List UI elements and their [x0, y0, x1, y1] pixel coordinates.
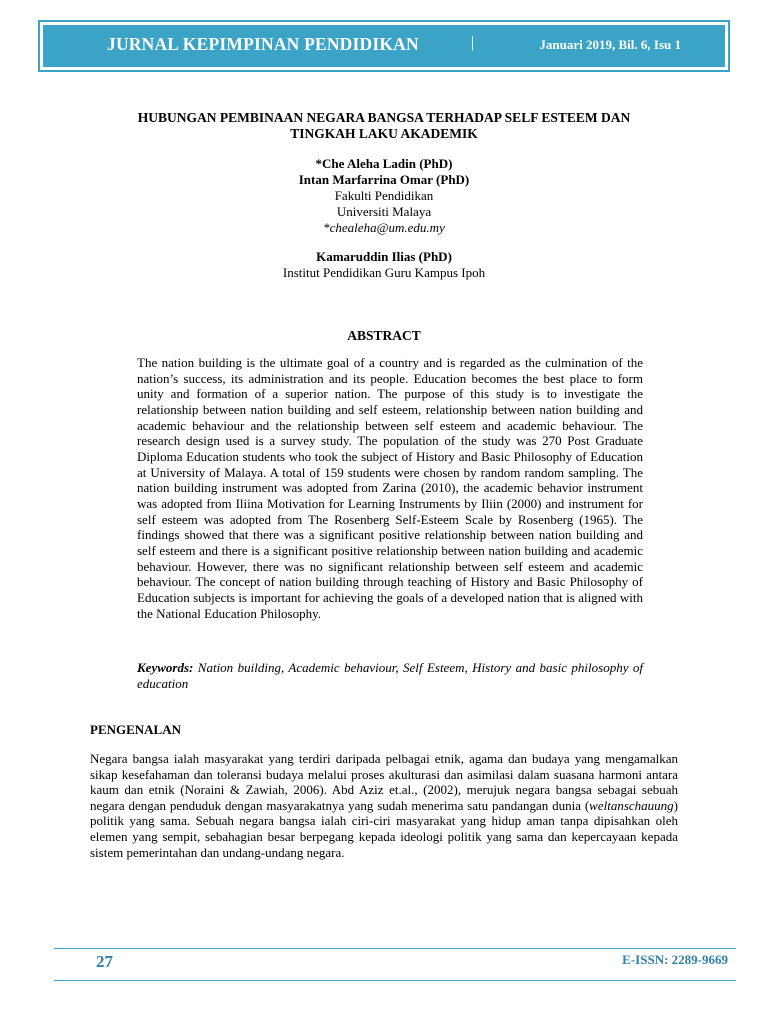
header-separator: | [471, 34, 475, 51]
keywords-label: Keywords: [137, 660, 194, 675]
section-heading: PENGENALAN [90, 722, 182, 737]
journal-header-band [43, 25, 725, 67]
author-name: Intan Marfarrina Omar (PhD) [298, 172, 470, 187]
footer-divider-top [54, 948, 736, 949]
footer-divider-bottom [54, 980, 736, 981]
eissn: E-ISSN: 2289-9669 [622, 952, 728, 967]
institute: Institut Pendidikan Guru Kampus Ipoh [282, 265, 486, 280]
department: Fakulti Pendidikan [334, 188, 434, 203]
abstract-heading: ABSTRACT [347, 328, 421, 343]
paragraph-italic-term: weltanschauung [589, 797, 674, 813]
university: Universiti Malaya [336, 204, 432, 219]
keywords [137, 660, 643, 692]
issue-info: Januari 2019, Bil. 6, Isu 1 [539, 37, 681, 52]
author-email: *chealeha@um.edu.my [323, 220, 445, 235]
paragraph-text: ) politik yang sama. Sebuah negara bangsa ialah ciri-ciri masyarakat yang hidup aman tanpa dipisahkan oleh elemen yang sempit, sebahagian besar berpegang kepada ideologi politik yang sama dan kepercayaan kepada sistem pemerintahan dan undang-undang negara. [90, 797, 678, 860]
keywords-list: Nation building, Academic behaviour, Self Esteem, History and basic philosophy of education [137, 660, 644, 691]
author-name: *Che Aleha Ladin (PhD) [315, 156, 453, 171]
author-name: Kamaruddin Ilias (PhD) [316, 249, 452, 264]
abstract-text: The nation building is the ultimate goal of a country and is regarded as the culmination of the nation’s success, its administration and its people. Education becomes the best place to form unity and formation of a superior nation. The purpose of this study is to investigate the relationship between nation building and self esteem, relationship between nation building and academic behaviour and the relationship between self esteem and academic behaviour. The research design used is a survey study. The population of the study was 270 Post Graduate Diploma Education students who took the subject of History and Basic Philosophy of Education at University of Malaya. A total of 159 students were chosen by random random sampling. The nation building instrument was adopted from Zarina (2010), the academic behavior instrument was adopted from Iliina Motivation for Learning Instruments by Iliin (2000) and instrument for self esteem was adopted from The Rosenberg Self-Esteem Scale by Rosenberg (1965). The findings showed that there was a significant positive relationship between nation building and self esteem and there is a significant positive relationship between nation building and academic behaviour. However, there was no significant relationship between self esteem and academic behaviour. The concept of nation building through teaching of History and Basic Philosophy of Education subjects is important for achieving the goals of a developed nation that is aligned with the National Education Philosophy. [137, 355, 643, 621]
paper-title-line-1: HUBUNGAN PEMBINAAN NEGARA BANGSA TERHADAP SELF ESTEEM DAN [137, 110, 631, 125]
journal-header [38, 20, 730, 72]
paper-title-line-2: TINGKAH LAKU AKADEMIK [290, 126, 478, 141]
author-affiliation-block-2 [60, 249, 708, 281]
paper-title [60, 110, 708, 142]
paragraph-text: Negara bangsa ialah masyarakat yang terdiri daripada pelbagai etnik, agama dan budaya yang mengamalkan sikap kesefahaman dan toleransi budaya melalui proses akulturasi dan asimilasi dalam suasana harmoni antara kaum dan etnik (Noraini & Zawiah, 2006). Abd Aziz et.al., (2002), merujuk negara bangsa sebagai sebuah negara dengan penduduk dengan masyarakatnya yang sudah menerima satu pandangan dunia ( [90, 751, 678, 813]
journal-title: JURNAL KEPIMPINAN PENDIDIKAN [107, 34, 419, 54]
author-affiliation-block-1 [60, 156, 708, 236]
page-number: 27 [96, 952, 113, 971]
body-paragraph [90, 751, 678, 860]
